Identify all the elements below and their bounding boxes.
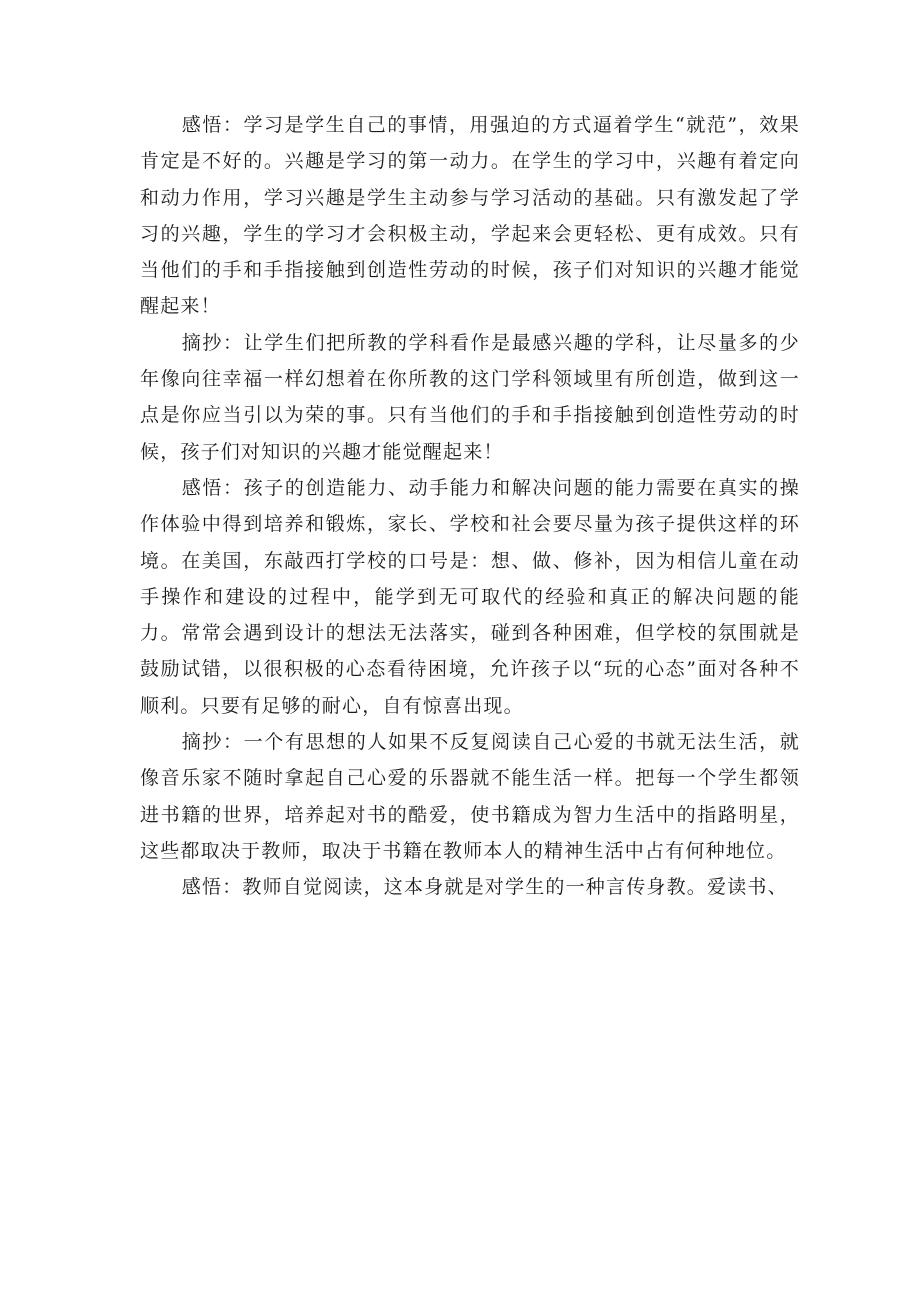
document-body [140, 107, 800, 906]
paragraph-reflection-hands-on: 感悟：孩子的创造能力、动手能力和解决问题的能力需要在真实的操作体验中得到培养和锻炼，家长、学校和社会要尽量为孩子提供这样的环境。在美国，东敲西打学校的口号是：想、做、修补，因为相信儿童在动手操作和建设的过程中，能学到无可取代的经验和真正的解决问题的能力。常常会遇到设计的想法无法落实，碰到各种困难，但学校的氛围就是鼓励试错，以很积极的心态看待困境，允许孩子以“玩的心态”面对各种不顺利。只要有足够的耐心，自有惊喜出现。 [140, 476, 800, 717]
paragraph-reflection-teacher-reading: 感悟：教师自觉阅读，这本身就是对学生的一种言传身教。爱读书、 [181, 876, 788, 899]
paragraph-excerpt-favorite-subject: 摘抄：让学生们把所教的学科看作是最感兴趣的学科，让尽量多的少年像向往幸福一样幻想着在你所教的这门学科领域里有所创造，做到这一点是你应当引以为荣的事。只有当他们的手和手指接触到创造性劳动的时候，孩子们对知识的兴趣才能觉醒起来！ [140, 331, 800, 463]
paragraph-excerpt-books: 摘抄：一个有思想的人如果不反复阅读自己心爱的书就无法生活，就像音乐家不随时拿起自己心爱的乐器就不能生活一样。把每一个学生都领进书籍的世界，培养起对书的酷爱，使书籍成为智力生活中的指路明星，这些都取决于教师，取决于书籍在教师本人的精神生活中占有何种地位。 [140, 731, 800, 862]
paragraph-reflection-interest: 感悟：学习是学生自己的事情，用强迫的方式逼着学生“就范”，效果肯定是不好的。兴趣是学习的第一动力。在学生的学习中，兴趣有着定向和动力作用，学习兴趣是学生主动参与学习活动的基础。只有激发起了学习的兴趣，学生的学习才会积极主动，学起来会更轻松、更有成效。只有当他们的手和手指接触到创造性劳动的时候，孩子们对知识的兴趣才能觉醒起来！ [140, 114, 800, 318]
